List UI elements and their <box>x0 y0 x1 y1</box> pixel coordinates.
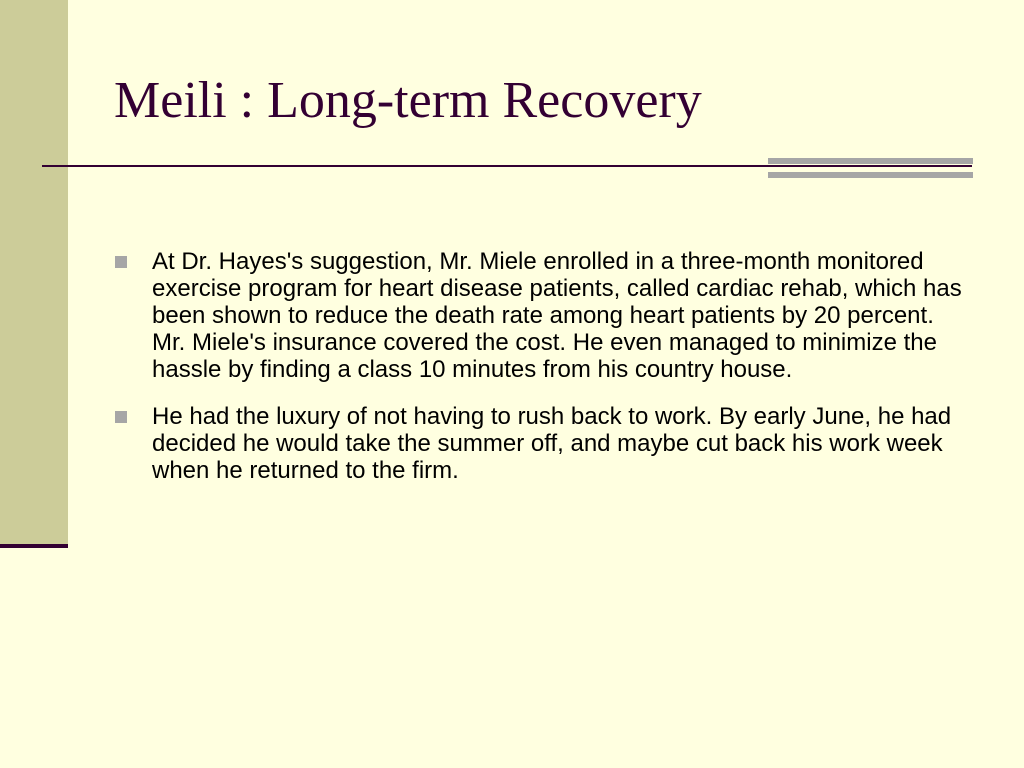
accent-band-bottom <box>768 172 973 178</box>
bullet-list <box>112 248 972 504</box>
slide-title: Meili : Long-term Recovery <box>114 72 702 129</box>
bullet-item <box>112 403 972 484</box>
bullet-item <box>112 248 972 383</box>
left-decorative-bar <box>0 0 68 545</box>
bullet-text: At Dr. Hayes's suggestion, Mr. Miele enrolled in a three-month monitored exercise program for heart disease patients, called cardiac rehab, which has been shown to reduce the death rate among heart patients by 20 percent. Mr. Miele's insurance covered the cost. He even managed to minimize the hassle by finding a class 10 minutes from his country house. <box>152 248 962 383</box>
accent-band-top <box>768 158 973 164</box>
bullet-text: He had the luxury of not having to rush back to work. By early June, he had decided he would take the summer off, and maybe cut back his work week when he returned to the firm. <box>152 403 952 484</box>
square-bullet-icon <box>115 256 127 268</box>
title-rule-accent <box>768 158 973 178</box>
left-bar-underline <box>0 544 68 548</box>
square-bullet-icon <box>115 411 127 423</box>
